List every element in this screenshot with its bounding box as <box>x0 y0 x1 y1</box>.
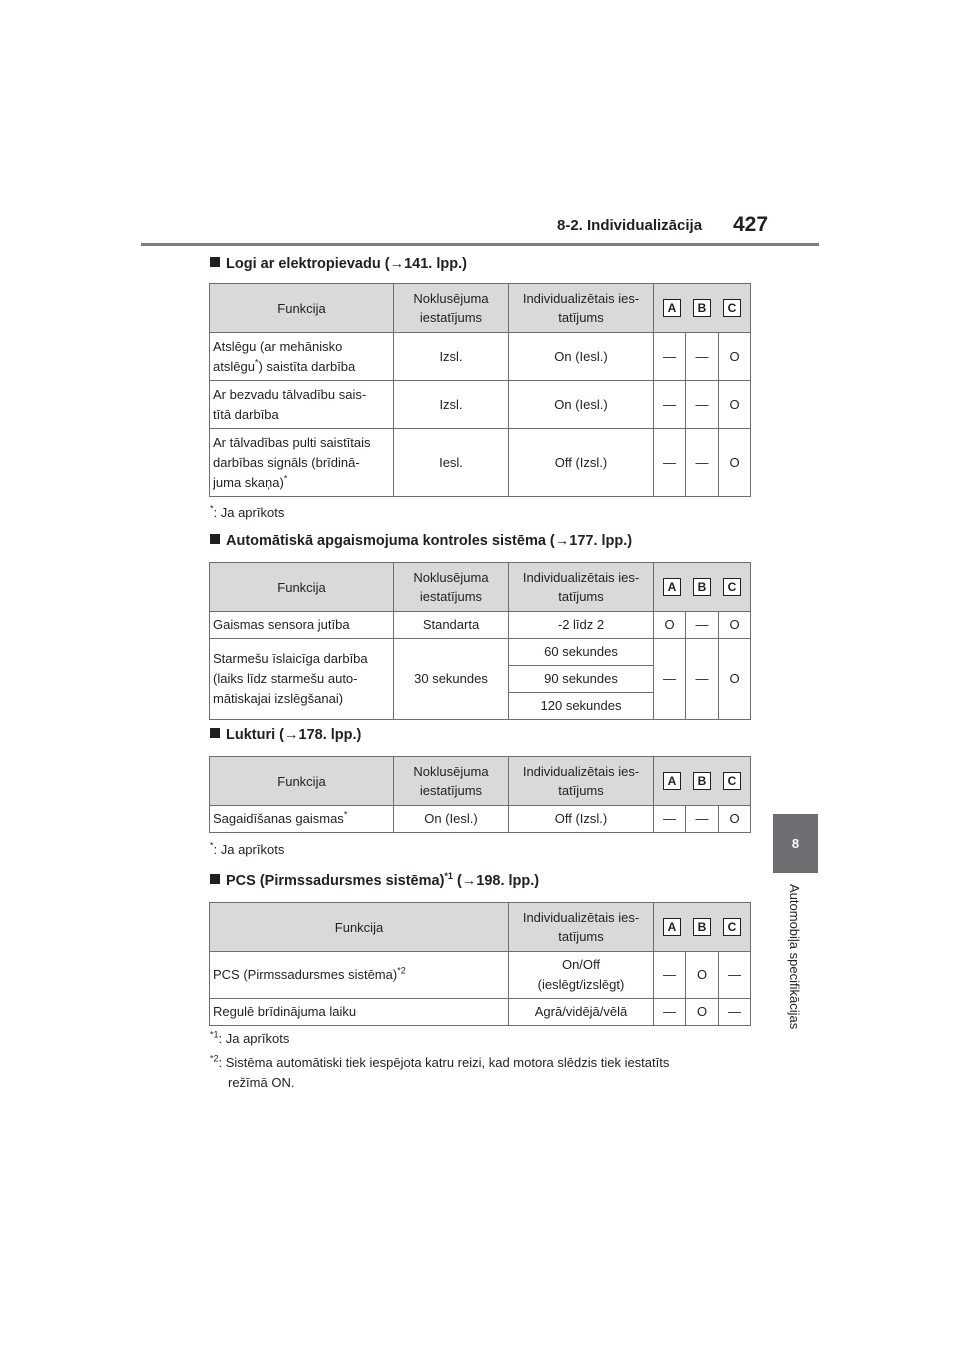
table-row <box>210 429 751 497</box>
b-cell: — <box>686 806 719 833</box>
setting-c-icon: C <box>723 299 741 317</box>
footnote-continuation: režīmā ON. <box>228 1075 295 1090</box>
c-cell: O <box>719 639 751 720</box>
table-row <box>210 806 751 833</box>
col-abc <box>654 757 751 806</box>
custom-cell: Agrā/vidējā/vēlā <box>509 999 654 1026</box>
headlights-table <box>209 756 751 833</box>
col-custom: Individualizētais ies- tatījums <box>509 563 654 612</box>
b-cell: — <box>686 333 719 381</box>
square-bullet-icon <box>210 257 220 267</box>
pcs-table <box>209 902 751 1026</box>
b-cell: — <box>686 429 719 497</box>
function-cell: Ar bezvadu tālvadību sais- tītā darbība <box>210 381 394 429</box>
col-custom: Individualizētais ies- tatījums <box>509 757 654 806</box>
setting-a-icon: A <box>663 918 681 936</box>
custom-cell: On (Iesl.) <box>509 333 654 381</box>
a-cell: — <box>654 952 686 999</box>
col-default: Noklusējuma iestatījums <box>394 563 509 612</box>
function-cell: Gaismas sensora jutība <box>210 612 394 639</box>
c-cell: O <box>719 333 751 381</box>
custom-cell: Off (Izsl.) <box>509 429 654 497</box>
setting-c-icon: C <box>723 772 741 790</box>
arrow-icon: → <box>389 256 405 272</box>
col-custom: Individualizētais ies- tatījums <box>509 284 654 333</box>
section-title-power-windows: Logi ar elektropievadu (→141. lpp.) <box>210 256 467 272</box>
a-cell: — <box>654 999 686 1026</box>
a-cell: — <box>654 429 686 497</box>
setting-b-icon: B <box>693 578 711 596</box>
default-cell: Standarta <box>394 612 509 639</box>
setting-c-icon: C <box>723 918 741 936</box>
c-cell: — <box>719 952 751 999</box>
c-cell: — <box>719 999 751 1026</box>
function-cell: Sagaidīšanas gaismas* <box>210 806 394 833</box>
c-cell: O <box>719 806 751 833</box>
custom-cell: -2 līdz 2 <box>509 612 654 639</box>
square-bullet-icon <box>210 728 220 738</box>
default-cell: On (Iesl.) <box>394 806 509 833</box>
function-cell: PCS (Pirmssadursmes sistēma)$^{*2}$ <box>210 952 509 999</box>
a-cell: — <box>654 381 686 429</box>
setting-a-icon: A <box>663 299 681 317</box>
setting-a-icon: A <box>663 772 681 790</box>
col-abc <box>654 284 751 333</box>
a-cell: — <box>654 806 686 833</box>
footnote: $^{*1}$: Ja aprīkots <box>210 1029 290 1046</box>
a-cell: O <box>654 612 686 639</box>
function-cell: Starmešu īslaicīga darbība (laiks līdz starmešu auto- mātiskajai izslēgšanai) <box>210 639 394 720</box>
page-number: 427 <box>733 213 769 236</box>
arrow-icon: → <box>284 727 299 743</box>
square-bullet-icon <box>210 874 220 884</box>
c-cell: O <box>719 612 751 639</box>
custom-cell: On/Off (ieslēgt/izslēgt) <box>509 952 654 999</box>
col-function: Funkcija <box>210 284 394 333</box>
table-row <box>210 333 751 381</box>
custom-cell: Off (Izsl.) <box>509 806 654 833</box>
col-abc <box>654 903 751 952</box>
setting-b-icon: B <box>693 772 711 790</box>
b-cell: O <box>686 952 719 999</box>
function-cell: Regulē brīdinājuma laiku <box>210 999 509 1026</box>
setting-b-icon: B <box>693 299 711 317</box>
col-default: Noklusējuma iestatījums <box>394 757 509 806</box>
arrow-icon: → <box>461 873 477 889</box>
function-cell: Ar tālvadības pulti saistītais darbības signāls (brīdinā- juma skaņa)* <box>210 429 394 497</box>
default-cell: Izsl. <box>394 381 509 429</box>
section-title-headlights: Lukturi (→178. lpp.) <box>210 727 361 743</box>
footnote: *: Ja aprīkots <box>210 503 285 520</box>
default-cell: 30 sekundes <box>394 639 509 720</box>
custom-cell: 120 sekundes <box>509 693 654 720</box>
col-custom: Individualizētais ies- tatījums <box>509 903 654 952</box>
custom-cell: 60 sekundes <box>509 639 654 666</box>
col-abc <box>654 563 751 612</box>
table-row <box>210 999 751 1026</box>
power-windows-table <box>209 283 751 497</box>
chapter-tab: 8 <box>773 814 818 873</box>
square-bullet-icon <box>210 534 220 544</box>
table-row <box>210 381 751 429</box>
footnote: $^{*2}$: Sistēma automātiski tiek iespējota katru reizi, kad motora slēdzis tiek iestatīts <box>210 1053 670 1070</box>
default-cell: Iesl. <box>394 429 509 497</box>
b-cell: — <box>686 381 719 429</box>
custom-cell: 90 sekundes <box>509 666 654 693</box>
table-row <box>210 612 751 639</box>
function-cell: Atslēgu (ar mehānisko atslēgu*) saistīta darbība <box>210 333 394 381</box>
arrow-icon: → <box>554 533 570 549</box>
col-function: Funkcija <box>210 903 509 952</box>
b-cell: O <box>686 999 719 1026</box>
section-title-pcs: PCS (Pirmssadursmes sistēma)$^{*1}$ (→198. lpp.) <box>210 873 539 889</box>
setting-b-icon: B <box>693 918 711 936</box>
col-default: Noklusējuma iestatījums <box>394 284 509 333</box>
setting-c-icon: C <box>723 578 741 596</box>
c-cell: O <box>719 381 751 429</box>
col-function: Funkcija <box>210 757 394 806</box>
section-header: 8-2. Individualizācija <box>557 217 703 234</box>
setting-a-icon: A <box>663 578 681 596</box>
a-cell: — <box>654 639 686 720</box>
custom-cell: On (Iesl.) <box>509 381 654 429</box>
auto-lighting-table <box>209 562 751 720</box>
header-rule <box>141 243 819 246</box>
b-cell: — <box>686 639 719 720</box>
b-cell: — <box>686 612 719 639</box>
footnote: *: Ja aprīkots <box>210 840 285 857</box>
default-cell: Izsl. <box>394 333 509 381</box>
table-row <box>210 952 751 999</box>
chapter-tab-title: Automobiļa specifikācijas <box>787 884 802 1030</box>
c-cell: O <box>719 429 751 497</box>
a-cell: — <box>654 333 686 381</box>
table-row <box>210 639 751 666</box>
col-function: Funkcija <box>210 563 394 612</box>
section-title-auto-lighting: Automātiskā apgaismojuma kontroles sistēma (→177. lpp.) <box>210 533 632 549</box>
